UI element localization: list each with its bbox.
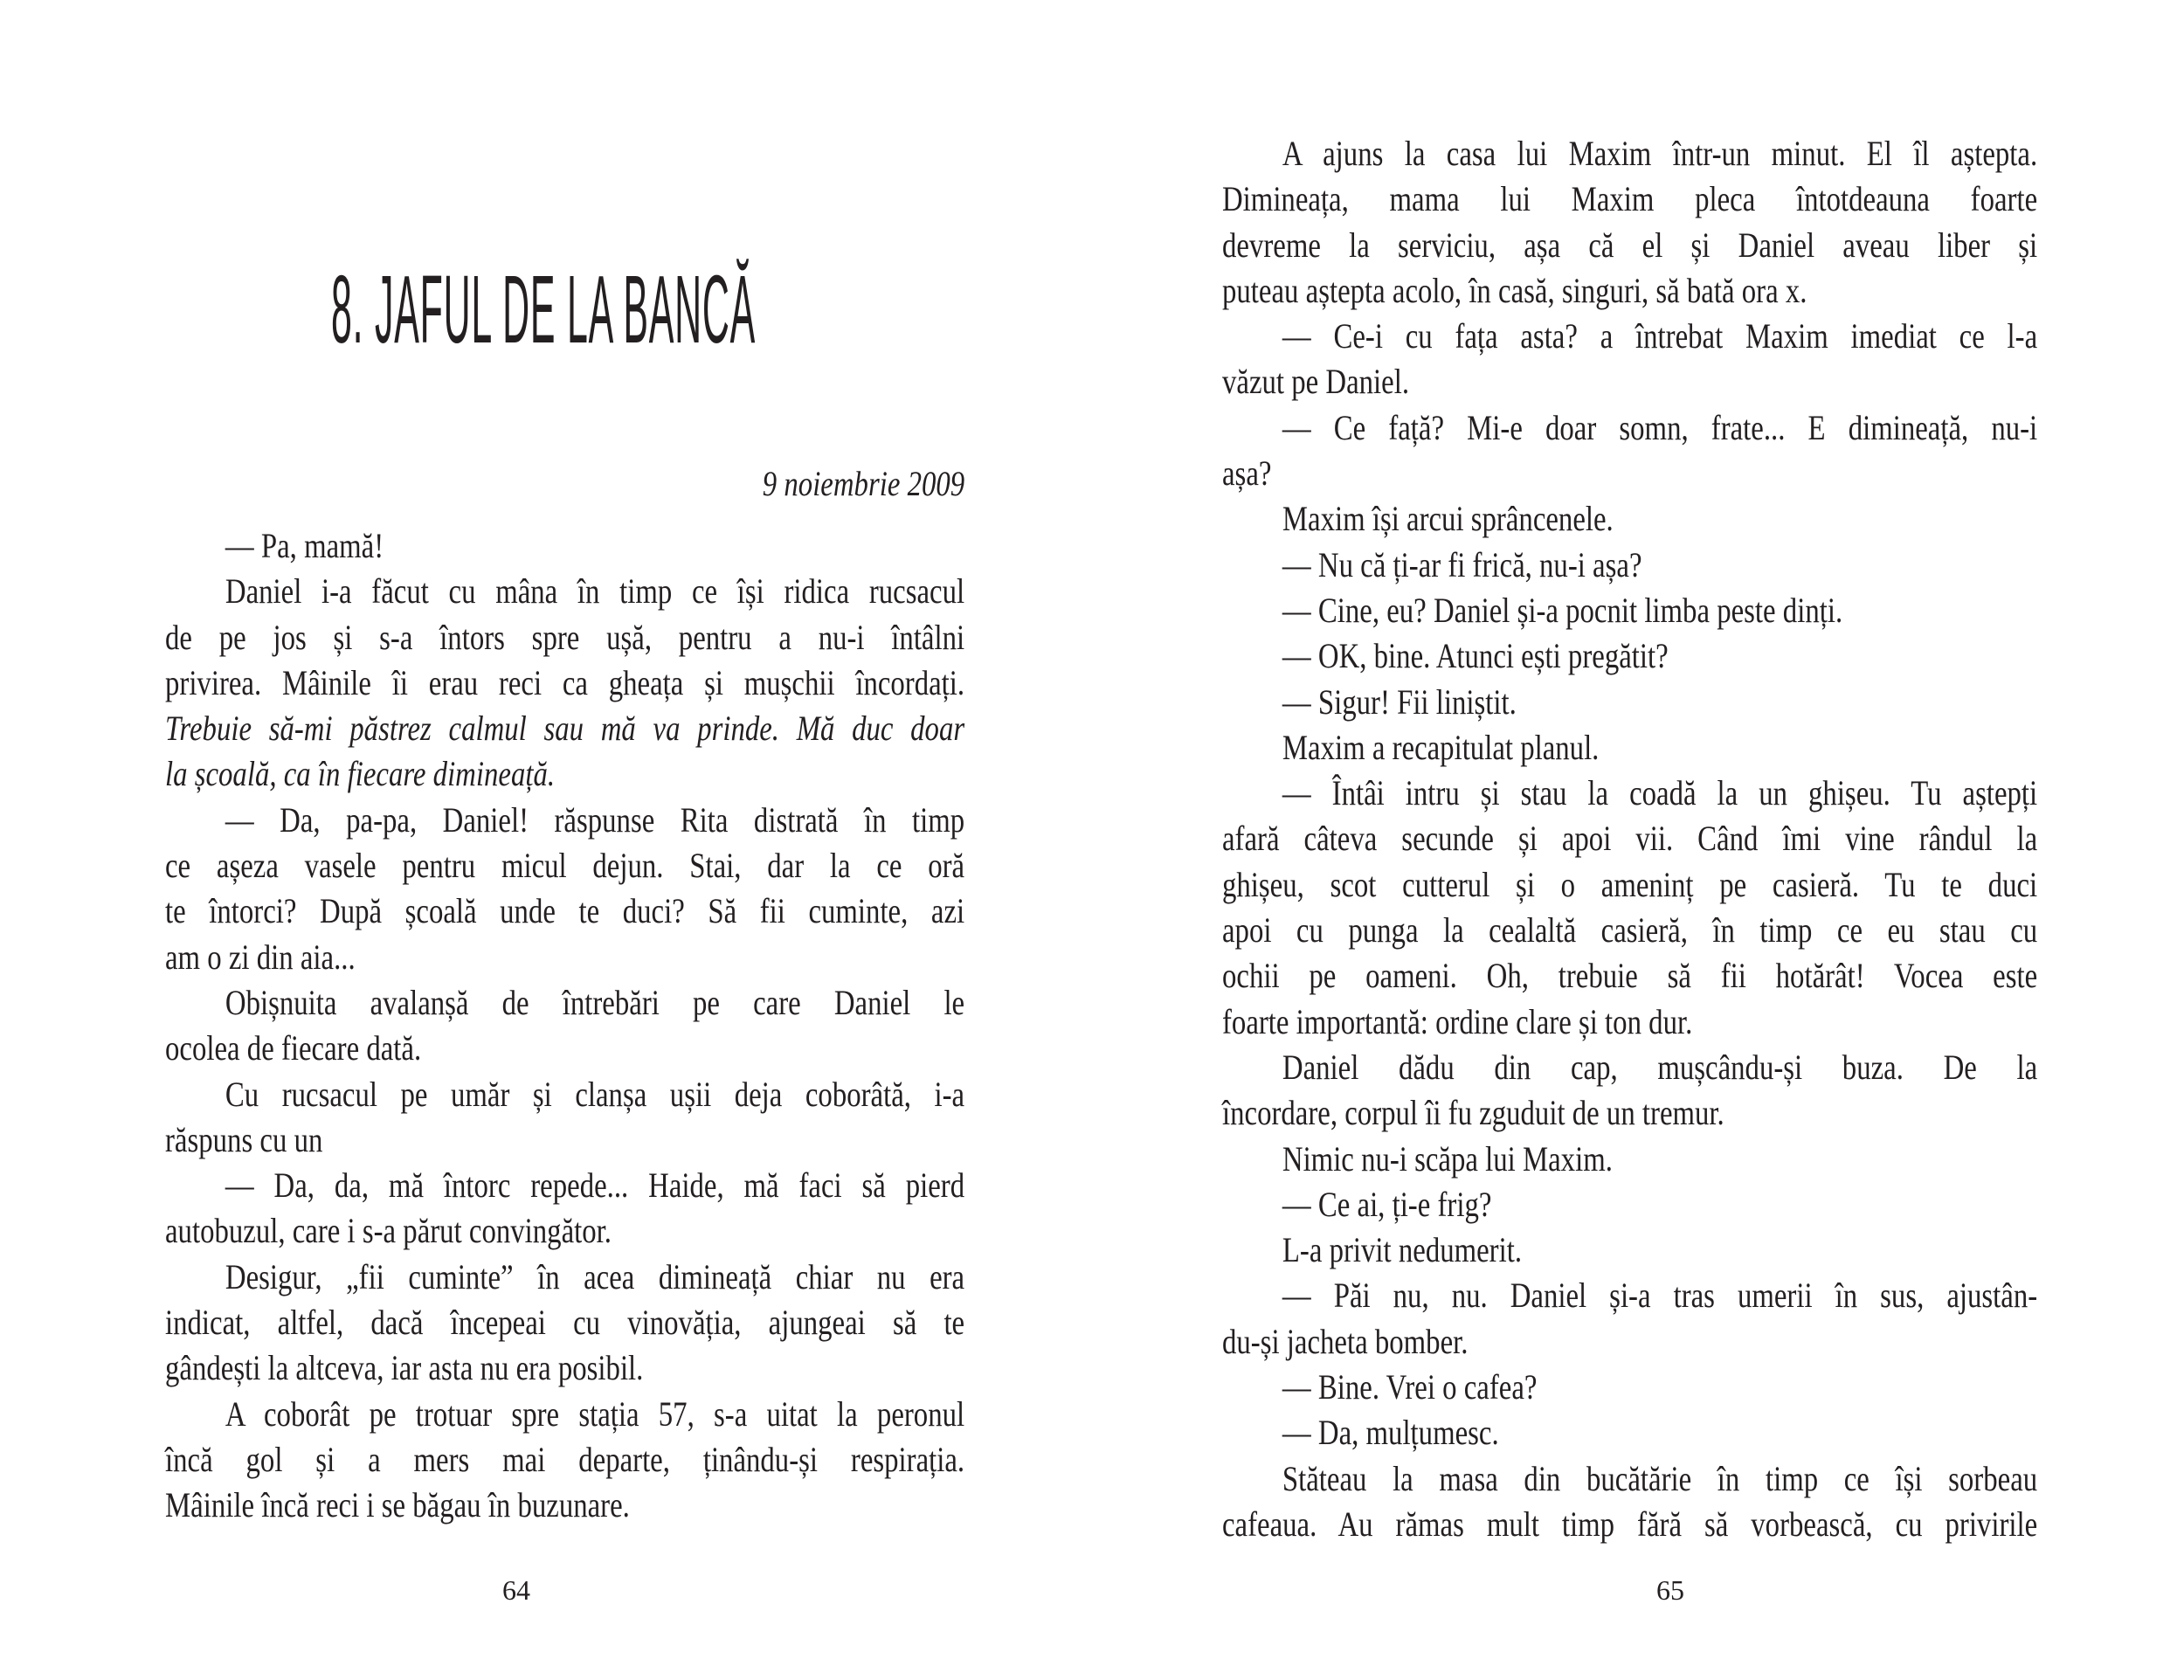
text-line: — Ce-i cu fața asta? a întrebat Maxim imediat ce l-a (1282, 316, 2038, 356)
text-line: Mâinile încă reci i se băgau în buzunare. (165, 1485, 630, 1525)
text-line: — Da, mulțumesc. (1282, 1413, 1499, 1453)
text-line: gândești la altceva, iar asta nu era posibil. (165, 1348, 644, 1388)
text-line: ghișeu, scot cutterul și o ameninț pe casieră. Tu te duci (1222, 864, 2038, 904)
page-number-right: 65 (1656, 1574, 1684, 1606)
text-line: — Nu că ți-ar fi frică, nu-i așa? (1282, 544, 1642, 584)
text-line: Nimic nu-i scăpa lui Maxim. (1282, 1138, 1613, 1179)
page-number-left: 64 (502, 1574, 530, 1606)
text-line: ochii pe oameni. Oh, trebuie să fii hotărât! Vocea este (1222, 956, 2038, 996)
text-line: autobuzul, care i s-a părut convingător. (165, 1211, 612, 1251)
text-line: puteau aștepta acolo, în casă, singuri, să bată ora x. (1222, 270, 1807, 310)
text-line: foarte importantă: ordine clare și ton dur. (1222, 1001, 1693, 1041)
text-line: — Da, pa-pa, Daniel! răspunse Rita distrată în timp (225, 799, 965, 840)
text-line: apoi cu punga la cealaltă casieră, în timp ce eu stau cu (1222, 910, 2038, 951)
text-line: — Întâi intru și stau la coadă la un ghișeu. Tu aștepți (1282, 773, 2038, 813)
text-line: te întorci? După școală unde te duci? Să fii cuminte, azi (165, 891, 965, 931)
text-line: L-a privit nedumerit. (1282, 1230, 1523, 1270)
text-line: — Cine, eu? Daniel și-a pocnit limba peste dinți. (1282, 590, 1843, 630)
text-line: încordare, corpul îi fu zguduit de un tremur. (1222, 1093, 1724, 1133)
text-line: așa? (1222, 453, 1272, 494)
text-line: Dimineața, mama lui Maxim pleca întotdeauna foarte (1222, 179, 2038, 219)
text-line: — Ce ai, ți-e frig? (1282, 1184, 1492, 1224)
text-line: — Da, da, mă întorc repede... Haide, mă faci să pierd (225, 1165, 965, 1206)
text-line: Maxim își arcui sprâncenele. (1282, 499, 1614, 539)
text-line: încă gol și a mers mai departe, ținându-și respirația. (165, 1439, 965, 1479)
text-line: — Ce față? Mi-e doar somn, frate... E dimineață, nu-i (1282, 407, 2038, 447)
text-line: Maxim a recapitulat planul. (1282, 727, 1600, 767)
text-line: du-și jacheta bomber. (1222, 1321, 1469, 1361)
text-line: — Pa, mamă! (225, 526, 384, 565)
text-line: Daniel dădu din cap, mușcându-și buza. De la (1282, 1047, 2038, 1087)
text-line: Cu rucsacul pe umăr și clanșa ușii deja coborâtă, i-a (225, 1074, 965, 1114)
text-line: Trebuie să-mi păstrez calmul sau mă va prinde. Mă duc doar (165, 709, 965, 749)
text-line: de pe jos și s-a întors spre ușă, pentru a nu-i întâlni (165, 617, 965, 657)
right-page-body (1222, 131, 2037, 1547)
text-line: — Păi nu, nu. Daniel și-a tras umerii în sus, ajustân- (1282, 1276, 2038, 1316)
text-line: Desigur, „fii cuminte” în acea dimineață chiar nu era (225, 1256, 965, 1296)
text-line: am o zi din aia... (165, 937, 356, 977)
right-page (1092, 0, 2184, 1680)
text-line: devreme la serviciu, așa că el și Daniel aveau liber și (1222, 225, 2038, 265)
text-line: A ajuns la casa lui Maxim într-un minut. El îl aștepta. (1282, 134, 2038, 173)
text-line: cafeaua. Au rămas mult timp fără să vorbească, cu privirile (1222, 1504, 2038, 1544)
text-line: privirea. Mâinile îi erau reci ca gheața și mușchii încordați. (165, 662, 965, 702)
text-line: — Bine. Vrei o cafea? (1282, 1367, 1538, 1407)
text-line: Daniel i-a făcut cu mâna în timp ce își ridica rucsacul (225, 571, 965, 612)
text-line: Stăteau la masa din bucătărie în timp ce își sorbeau (1282, 1458, 2038, 1498)
text-line: ce așeza vasele pentru micul dejun. Stai, dar la ce oră (165, 846, 965, 886)
text-line: afară câteva secunde și apoi vii. Când îmi vine rândul la (1222, 819, 2038, 859)
text-line: Obișnuita avalanșă de întrebări pe care Daniel le (225, 982, 965, 1022)
chapter-date: 9 noiembrie 2009 (762, 464, 964, 503)
text-line: indicat, altfel, dacă începeai cu vinovăția, ajungeai să te (165, 1303, 965, 1343)
text-line: — Sigur! Fii liniștit. (1282, 681, 1517, 722)
chapter-title: 8. JAFUL DE LA BANCĂ (331, 256, 757, 363)
text-line: A coborât pe trotuar spre stația 57, s-a uitat la peronul (225, 1393, 965, 1434)
text-line: ocolea de fiecare dată. (165, 1028, 422, 1068)
text-line: răspuns cu un (165, 1119, 323, 1159)
text-line: — OK, bine. Atunci ești pregătit? (1282, 636, 1669, 676)
text-line: la școală, ca în fiecare dimineață. (165, 754, 556, 794)
text-line: văzut pe Daniel. (1222, 362, 1410, 402)
left-page-body (165, 523, 964, 1529)
